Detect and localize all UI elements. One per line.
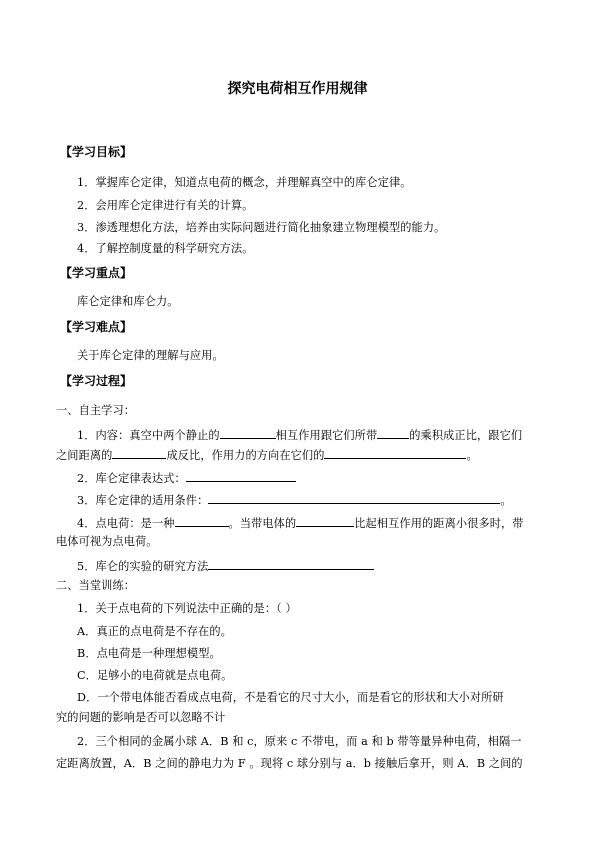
question-1-line-2: 之间距离的 成反比，作用力的方向在它们的 。 — [56, 446, 595, 464]
answer-blank[interactable] — [296, 514, 354, 527]
question-5: 5．库仑的实验的研究方法 — [77, 557, 595, 575]
answer-blank[interactable] — [208, 557, 374, 570]
option-c: C．足够小的电荷就是点电荷。 — [77, 669, 233, 682]
answer-blank[interactable] — [208, 491, 500, 504]
option-d-continuation: 究的问题的影响是否可以忽略不计 — [56, 711, 226, 724]
answer-blank[interactable] — [186, 469, 296, 482]
part1-heading: 一、自主学习： — [56, 404, 136, 417]
practice-question-2-line-2: 定距离放置，A．B 之间的静电力为 F 。现将 c 球分别与 a．b 接触后拿开，则 A．B 之间的 — [56, 757, 523, 770]
part2-heading: 二、当堂训练： — [56, 579, 136, 592]
question-4-line-2: 电体可视为点电荷。 — [56, 535, 158, 548]
answer-blank[interactable] — [175, 514, 229, 527]
option-b: B．点电荷是一种理想模型。 — [77, 647, 221, 660]
goal-item: 4．了解控制度量的科学研究方法。 — [77, 242, 254, 255]
section-header-key-points: 【学习重点】 — [60, 266, 133, 280]
practice-question-2-line-1: 2．三个相同的金属小球 A．B 和 c，原来 c 不带电，而 a 和 b 带等量异种电荷，相隔一 — [77, 735, 522, 748]
question-4-line-1: 4．点电荷：是一种 。当带电体的 比起相互作用的距离小很多时，带 — [77, 514, 595, 532]
goal-item: 3．渗透理想化方法，培养由实际问题进行简化抽象建立物理模型的能力。 — [77, 221, 446, 234]
goal-item: 2．会用库仑定律进行有关的计算。 — [77, 199, 254, 212]
section-header-process: 【学习过程】 — [60, 374, 133, 388]
answer-blank[interactable] — [324, 446, 466, 459]
difficulty-text: 关于库仑定律的理解与应用。 — [77, 349, 224, 362]
key-point-text: 库仑定律和库仑力。 — [77, 295, 179, 308]
answer-blank[interactable] — [377, 426, 409, 439]
section-header-goals: 【学习目标】 — [60, 145, 133, 159]
question-1-line-1: 1．内容：真空中两个静止的 相互作用跟它们所带 的乘积成正比，跟它们 — [77, 426, 595, 444]
option-a: A．真正的点电荷是不存在的。 — [77, 625, 232, 638]
question-3: 3．库仑定律的适用条件： 。 — [77, 491, 595, 509]
section-header-difficulties: 【学习难点】 — [60, 320, 133, 334]
practice-question-1: 1．关于点电荷的下列说法中正确的是：（ ） — [77, 602, 297, 615]
answer-blank[interactable] — [112, 446, 166, 459]
goal-item: 1．掌握库仑定律，知道点电荷的概念，并理解真空中的库仑定律。 — [77, 176, 412, 189]
page-title: 探究电荷相互作用规律 — [227, 81, 368, 97]
question-2: 2．库仑定律表达式： — [77, 469, 595, 487]
answer-blank[interactable] — [220, 426, 276, 439]
option-d: D．一个带电体能否看成点电荷，不是看它的尺寸大小，而是看它的形状和大小对所研 — [77, 691, 504, 704]
